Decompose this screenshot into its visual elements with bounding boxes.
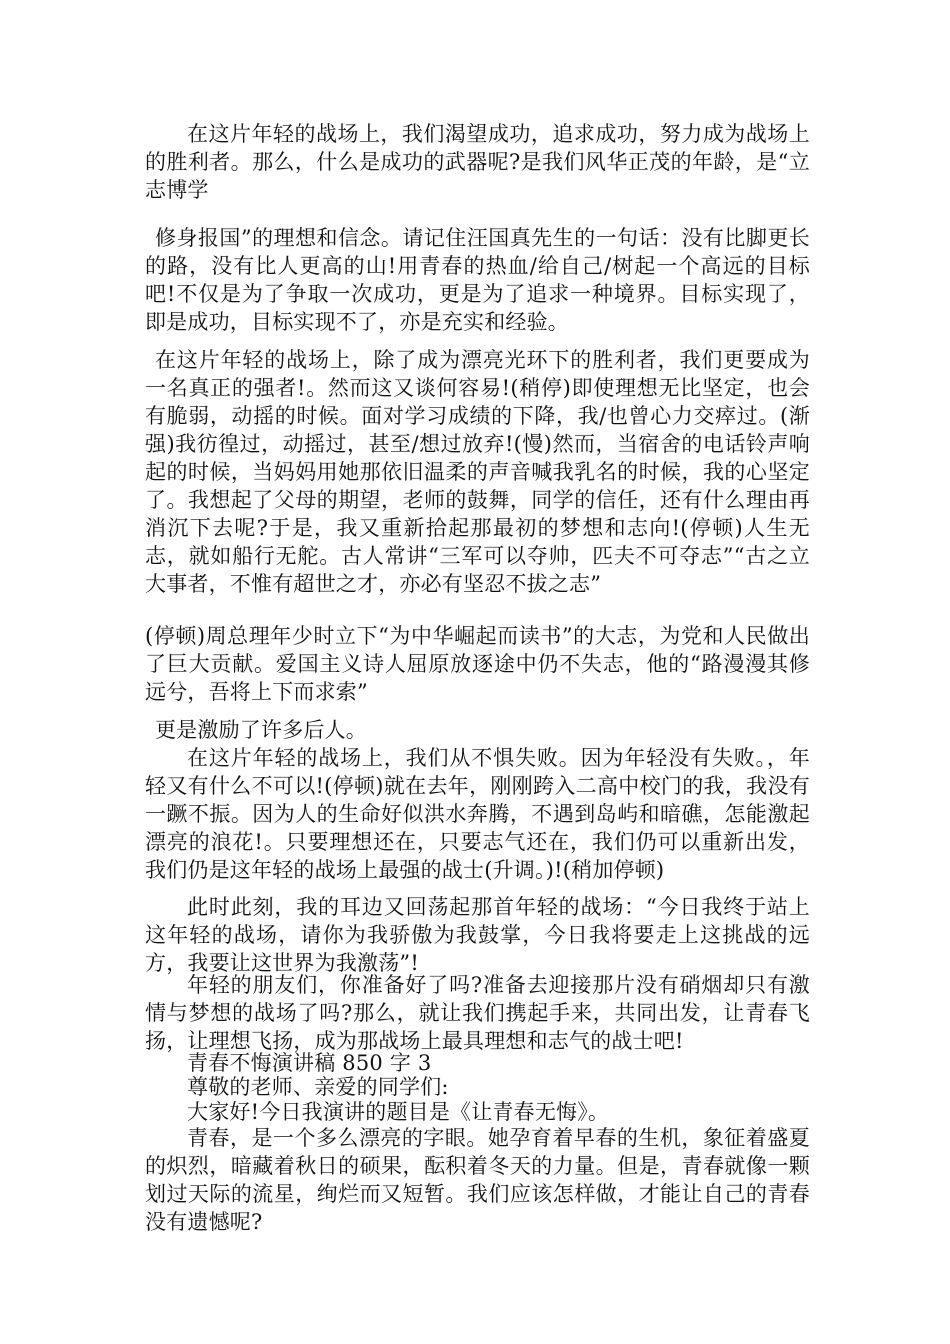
greeting: 大家好!今日我演讲的题目是《让青春无悔》。 [187,1100,610,1124]
paragraph-6: 在这片年轻的战场上，我们从不惧失败。因为年轻没有失败。，年轻又有什么不可以!(停顿)就在去年，刚刚跨入二高中校门的我，我没有一蹶不振。因为人的生命好似洪水奔腾，不遇到岛屿和暗礁，怎能激起漂亮的浪花!。只要理想还在，只要志气还在，我们仍可以重新出发，我们仍是这年轻的战场上最强的战士(升调。)!(稍加停顿) [145,746,810,882]
paragraph-8: 年轻的朋友们，你准备好了吗?准备去迎接那片没有硝烟却只有激情与梦想的战场了吗?那么，就让我们携起手来，共同出发，让青春飞扬，让理想飞扬，成为那战场上最具理想和志气的战士吧! [145,973,810,1053]
paragraph-1: 在这片年轻的战场上，我们渴望成功，追求成功，努力成为战场上的胜利者。那么，什么是成功的武器呢?是我们风华正茂的年龄，是“立志博学 [145,122,810,202]
section-title: 青春不悔演讲稿 850 字 3 [187,1051,432,1075]
paragraph-2: 修身报国”的理想和信念。请记住汪国真先生的一句话：没有比脚更长的路，没有比人更高的山!用青春的热血/给自己/树起一个高远的目标吧!不仅是为了争取一次成功，更是为了追求一种境界。目标实现了，即是成功，目标实现不了，亦是充实和经验。 [145,226,810,334]
paragraph-7: 此时此刻，我的耳边又回荡起那首年轻的战场：“今日我终于站上这年轻的战场，请你为我骄傲为我鼓掌，今日我将要走上这挑战的远方，我要让这世界为我激荡”! [145,895,810,975]
paragraph-3: 在这片年轻的战场上，除了成为漂亮光环下的胜利者，我们更要成为一名真正的强者!。然而这又谈何容易!(稍停)即使理想无比坚定，也会有脆弱，动摇的时候。面对学习成绩的下降，我/也曾心力交瘁过。(渐强)我彷徨过，动摇过，甚至/想过放弃!(慢)然而，当宿舍的电话铃声响起的时候，当妈妈用她那依旧温柔的声音喊我乳名的时候，我的心坚定了。我想起了父母的期望，老师的鼓舞，同学的信任，还有什么理由再消沉下去呢?于是，我又重新拾起那最初的梦想和志向!(停顿)人生无志，就如船行无舵。古人常讲“三军可以夺帅，匹夫不可夺志”“古之立大事者，不惟有超世之才，亦必有坚忍不拔之志” [145,348,810,596]
paragraph-5: 更是激励了许多后人。 [155,718,367,742]
paragraph-4: (停顿)周总理年少时立下“为中华崛起而读书”的大志，为党和人民做出了巨大贡献。爱国主义诗人屈原放逐途中仍不失志，他的“路漫漫其修远兮，吾将上下而求索” [145,624,810,704]
salutation: 尊敬的老师、亲爱的同学们: [187,1075,449,1099]
paragraph-12: 青春，是一个多么漂亮的字眼。她孕育着早春的生机，象征着盛夏的炽烈，暗藏着秋日的硕果，酝积着冬天的力量。但是，青春就像一颗划过天际的流星，绚烂而又短暂。我们应该怎样做，才能让自己的青春没有遗憾呢? [145,1126,810,1234]
